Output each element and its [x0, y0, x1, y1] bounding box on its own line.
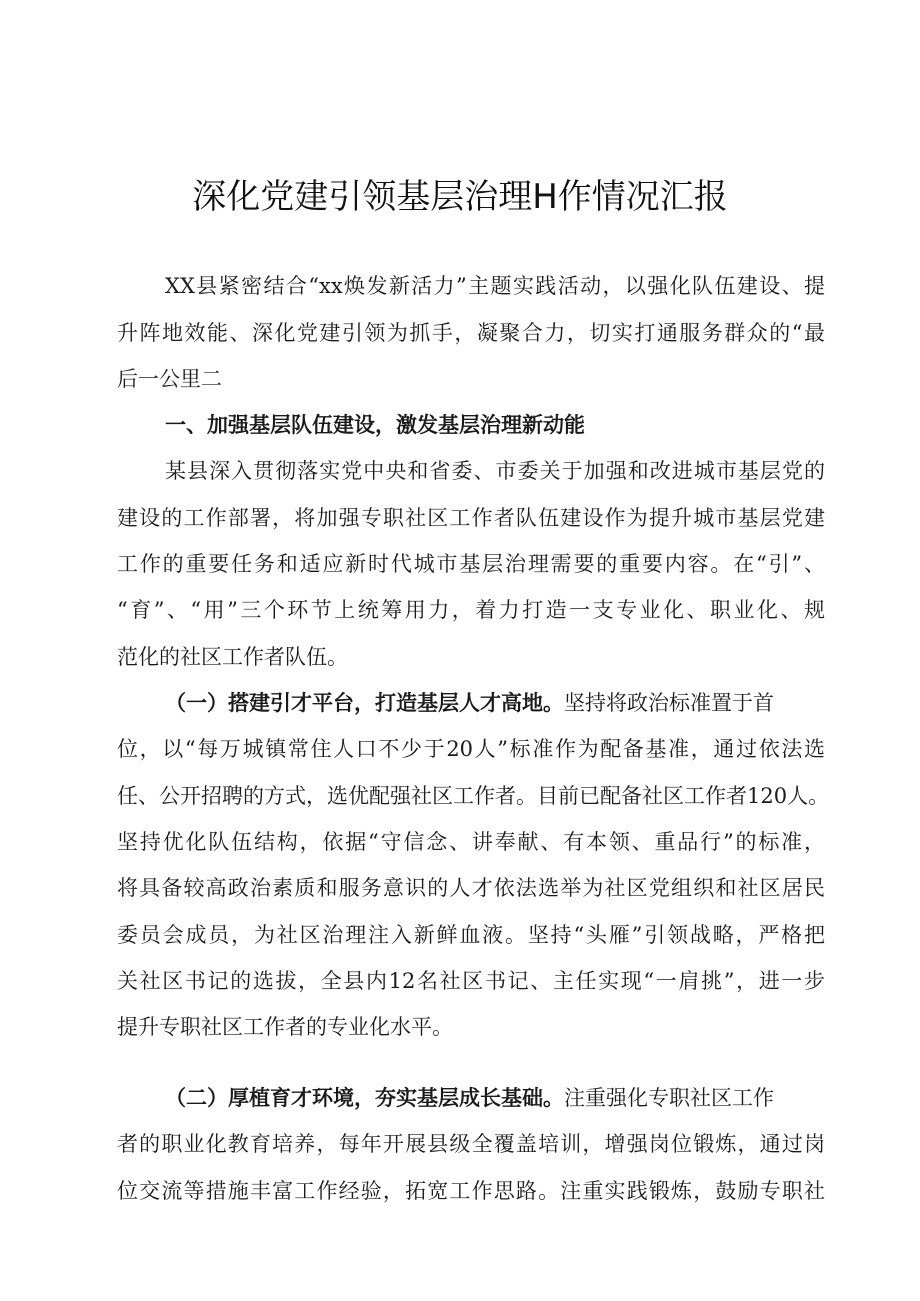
- sub1-line: 委员会成员，为社区治理注入新鲜血液。坚持“头雁”引领战略，严格把: [117, 923, 825, 947]
- sub1-line: 提升专职社区工作者的专业化水平。: [117, 1015, 453, 1039]
- sub1-line: 关社区书记的选拔，全县内12名社区书记、主任实现“一肩挑”，进一步: [117, 969, 825, 993]
- sub2-line: 者的职业化教育培养，每年开展县级全覆盖培训，增强岗位锻炼，通过岗: [117, 1132, 825, 1156]
- sub2-first-line: [165, 1083, 825, 1113]
- para1-line-1: 某县深入贯彻落实党中央和省委、市委关于加强和改进城市基层党的: [165, 459, 825, 483]
- intro-line-3: 后一公里二: [117, 367, 222, 391]
- page-title: 深化党建引领基层治理H作情况汇报: [192, 177, 728, 217]
- para1-line-4: “育”、“用”三个环节上统筹用力，着力打造一支专业化、职业化、规: [117, 598, 825, 622]
- intro-line-2: 升阵地效能、深化党建引领为抓手，凝聚合力，切实打通服务群众的“最: [117, 321, 825, 345]
- sub1-first-rest: 坚持将政治标准置于首: [564, 691, 774, 715]
- sub1-first-line: [165, 688, 825, 718]
- sub1-line: 将具备较高政治素质和服务意识的人才依法选举为社区党组织和社区居民: [117, 876, 825, 900]
- sub1-line: 坚持优化队伍结构，依据“守信念、讲奉献、有本领、重品行”的标准，: [117, 830, 825, 854]
- para1-line-3: 工作的重要任务和适应新时代城市基层治理需要的重要内容。在“引”、: [117, 552, 825, 576]
- sub2-heading: （二）厚植育才环境，夯实基层成长基础。: [165, 1085, 564, 1110]
- para1-line-2: 建设的工作部署，将加强专职社区工作者队伍建设作为提升城市基层党建: [117, 506, 825, 530]
- intro-line-1: XX县紧密结合“xx焕发新活力”主题实践活动，以强化队伍建设、提: [165, 274, 825, 298]
- para1-line-5: 范化的社区工作者队伍。: [117, 645, 348, 669]
- sub2-first-rest: 注重强化专职社区工作: [564, 1086, 774, 1110]
- section-heading-1: 一、加强基层队伍建设，激发基层治理新动能: [165, 412, 585, 437]
- sub1-line: 任、公开招聘的方式，选优配强社区工作者。目前已配备社区工作者120人。: [117, 784, 830, 808]
- sub2-line: 位交流等措施丰富工作经验，拓宽工作思路。注重实践锻炼，鼓励专职社: [117, 1179, 825, 1203]
- sub1-heading: （一）搭建引才平台，打造基层人才高地。: [165, 690, 564, 715]
- sub1-line: 位，以“每万城镇常住人口不少于20人”标准作为配备基准，通过依法选: [117, 737, 825, 761]
